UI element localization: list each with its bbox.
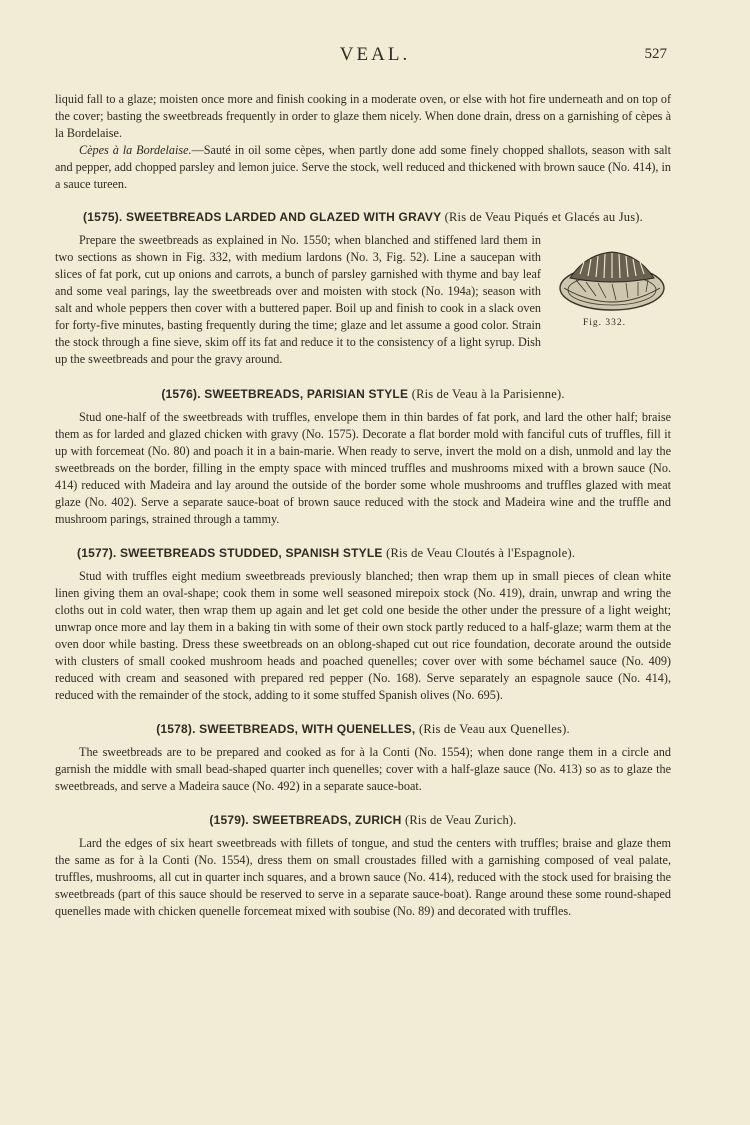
running-head <box>0 44 750 68</box>
page-number: 527 <box>644 46 667 62</box>
recipe-title-1576: (1576). SWEETBREADS, PARISIAN STYLE <box>161 387 409 401</box>
recipe-body-1577: Stud with truffles eight medium sweetbreads previously blanched; then wrap them up in small pieces of clean white linen giving them an oval-shape; cook them in some well seasoned mirepoix stock (No. 419), drain, unwrap and wring the cloths out in cold water, then wrap them up again and let get cold one beside the other under the pressure of a light weight; unwrap once more and lay them in a baking tin with some of their own stock partly reduced to a half-glaze; warm them at the oven door while basting. Dress these sweetbreads on an oblong-shaped cut out rice foundation, decorate around the outside with clusters of small cooked mushroom heads and poached quenelles; cover over with some béchamel sauce (No. 409) reduced with cream and seasoned with prepared red pepper (No. 168). Serve separately an espagnole sauce (No. 414), reduced with the remainder of the stock, adding to it some stuffed Spanish olives (No. 695). <box>55 569 671 702</box>
larded-sweetbread-illustration <box>556 238 668 318</box>
intro-paragraph: liquid fall to a glaze; moisten once more and finish cooking in a moderate oven, or else with hot fire underneath and on top of the cover; basting the sweetbreads frequently in order to glaze them nicely. When done drain, dress on a garnishing of cèpes à la Bordelaise. <box>55 92 671 140</box>
recipe-french-1579: (Ris de Veau Zurich). <box>405 813 517 827</box>
recipe-body-1575: Prepare the sweetbreads as explained in No. 1550; when blanched and stiffened lard them in two sections as shown in Fig. 332, with medium lardons (No. 3, Fig. 52). Line a saucepan with slices of fat pork, cut up onions and carrots, a bunch of parsley garnished with thyme and bay leaf and some veal parings, lay the sweetbreads over and moisten with stock (No. 194a); season with salt and whole peppers then cover with a buttered paper. Boil up and finish to cook in a slack oven for forty-five minutes, basting frequently during the time; glaze and let assume a good color. Strain the stock through a fine sieve, skim off its fat and reduce it to the consistency of a light syrup. Dish up the sweetbreads and pour the gravy around. <box>55 233 541 366</box>
recipe-heading-1579 <box>55 812 671 829</box>
recipe-french-1576: (Ris de Veau à la Parisienne). <box>411 387 565 401</box>
figure-332 <box>553 238 671 342</box>
page-body <box>55 91 671 920</box>
cepes-title: Cèpes à la Bordelaise. <box>79 143 192 157</box>
figure-label: Fig. 332. <box>583 318 627 328</box>
recipe-title-1578: (1578). SWEETBREADS, WITH QUENELLES, <box>156 722 416 736</box>
recipe-french-1575: (Ris de Veau Piqués et Glacés au Jus). <box>444 210 643 224</box>
cepes-paragraph <box>55 142 671 193</box>
chapter-title: VEAL. <box>339 44 411 65</box>
recipe-heading-1575 <box>55 209 671 226</box>
cepes-text: —Sauté in oil some cèpes, when partly done add some finely chopped shallots, season with salt and pepper, add chopped parsley and lemon juice. Serve the stock, well reduced and thickened with brown sauce (No. 414), in a sauce tureen. <box>55 143 672 191</box>
recipe-title-1579: (1579). SWEETBREADS, ZURICH <box>209 813 402 827</box>
recipe-body-1576: Stud one-half of the sweetbreads with truffles, envelope them in thin bardes of fat pork, and lard the other half; braise them as for larded and glazed chicken with gravy (No. 1575). Decorate a flat border mold with fanciful cuts of truffles, fill it up with forcemeat (No. 80) and poach it in a bain-marie. When ready to serve, invert the mold on a dish, unmold and lay the sweetbreads on the border, filling in the empty space with minced truffles and mushrooms mixed with a brown sauce (No. 414) reduced with Madeira and lay around the outside of the border some whole mushrooms and truffles glazed with meat glaze (No. 402). Serve a separate sauce-boat of brown sauce reduced with the stock and Madeira wine and the truffle and mushroom parings, strained through a tammy. <box>55 410 671 526</box>
recipe-heading-1577 <box>55 545 671 562</box>
recipe-body-1579: Lard the edges of six heart sweetbreads with fillets of tongue, and stud the centers with truffles; braise and glaze them the same as for à la Conti (No. 1554), dress them on small croustades filled with a garnishing composed of veal palate, truffles, mushrooms, all cut in quarter inch squares, and a brown sauce (No. 414), reduced with the stock used for braising the sweetbreads (part of this sauce should be reserved to serve in a separate sauce-boat). Range around these some round-shaped quenelles made with chicken quenelle forcemeat mixed with soubise (No. 89) and decorated with truffles. <box>55 836 671 918</box>
recipe-french-1577: (Ris de Veau Cloutés à l'Espagnole). <box>386 546 576 560</box>
recipe-heading-1578 <box>55 721 671 738</box>
recipe-body-1578: The sweetbreads are to be prepared and cooked as for à la Conti (No. 1554); when done range them in a circle and garnish the middle with small bead-shaped quarter inch quenelles; cover with a half-glaze sauce (No. 413) so as to glaze the sweetbreads, and serve a Madeira sauce (No. 492) in a separate sauce-boat. <box>55 745 671 793</box>
recipe-french-1578: (Ris de Veau aux Quenelles). <box>418 722 570 736</box>
recipe-heading-1576 <box>55 386 671 403</box>
recipe-title-1577: (1577). SWEETBREADS STUDDED, SPANISH STYLE <box>77 546 383 560</box>
recipe-title-1575: (1575). SWEETBREADS LARDED AND GLAZED WITH GRAVY <box>83 210 442 224</box>
